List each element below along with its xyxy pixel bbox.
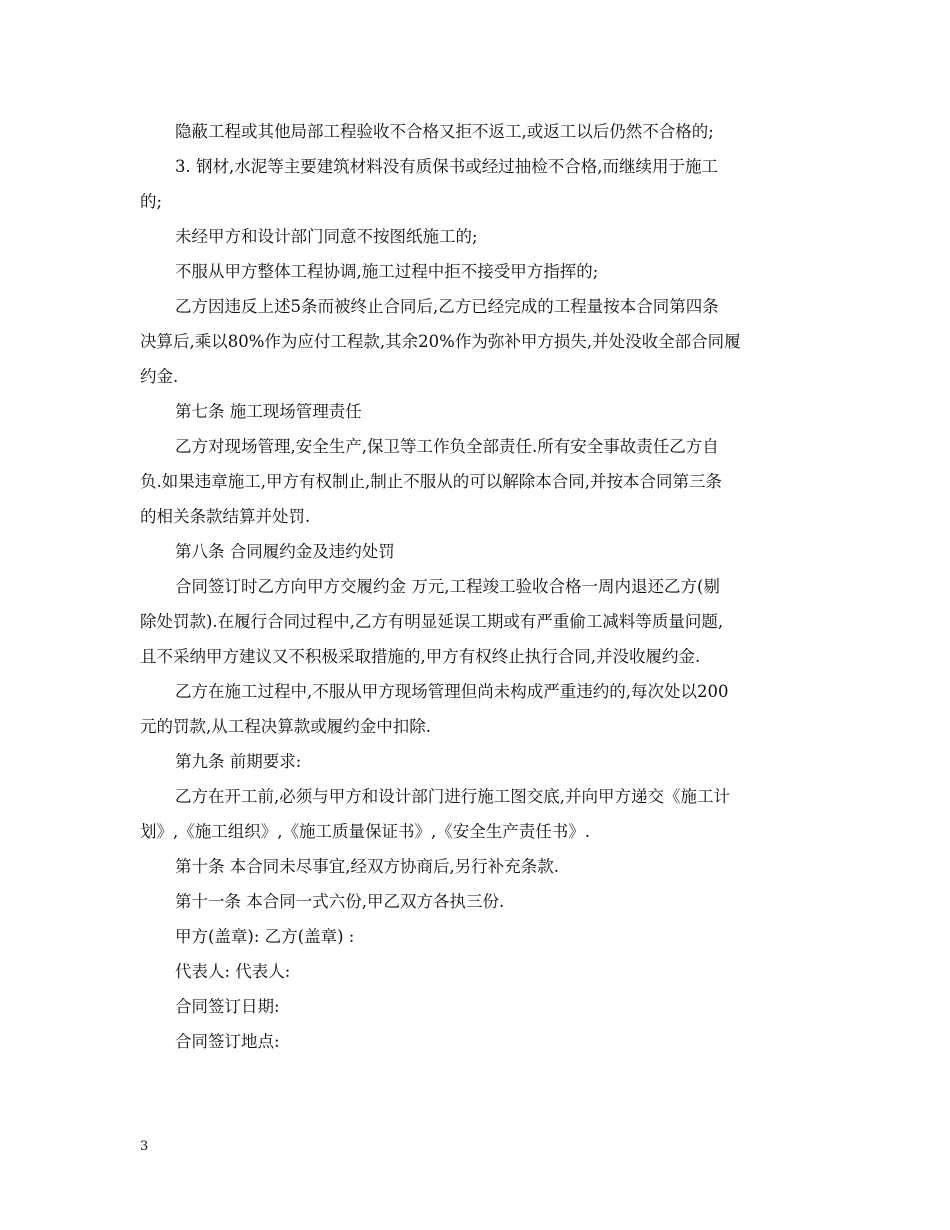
text-line: 的相关条款结算并处罚. <box>140 507 311 526</box>
document-body <box>140 114 816 1059</box>
text-line: 元的罚款,从工程决算款或履约金中扣除. <box>140 717 431 736</box>
signature-line-representative: 代表人: 代表人: <box>175 962 291 981</box>
text-line: 隐蔽工程或其他局部工程验收不合格又拒不返工,或返工以后仍然不合格的; <box>175 122 714 141</box>
page-number: 3 <box>140 1139 149 1154</box>
section-heading: 第九条 前期要求: <box>175 752 302 771</box>
section-heading: 第七条 施工现场管理责任 <box>175 402 362 421</box>
signature-line-seal: 甲方(盖章): 乙方(盖章) : <box>175 927 355 946</box>
section-heading: 第十条 本合同未尽事宜,经双方协商后,另行补充条款. <box>175 857 559 876</box>
text-line: 未经甲方和设计部门同意不按图纸施工的; <box>175 227 478 246</box>
text-line: 且不采纳甲方建议又不积极采取措施的,甲方有权终止执行合同,并没收履约金. <box>140 647 701 666</box>
section-heading: 第八条 合同履约金及违约处罚 <box>175 542 395 561</box>
text-line: 除处罚款).在履行合同过程中,乙方有明显延误工期或有严重偷工减料等质量问题, <box>140 612 724 631</box>
signature-line-place: 合同签订地点: <box>175 1032 280 1051</box>
text-line: 3. 钢材,水泥等主要建筑材料没有质保书或经过抽检不合格,而继续用于施工 <box>175 157 718 176</box>
text-line: 约金. <box>140 367 179 386</box>
text-line: 的; <box>140 192 163 211</box>
text-line: 合同签订时乙方向甲方交履约金 万元,工程竣工验收合格一周内退还乙方(剔 <box>175 577 720 596</box>
section-heading: 第十一条 本合同一式六份,甲乙双方各执三份. <box>175 892 505 911</box>
text-line: 乙方在施工过程中,不服从甲方现场管理但尚未构成严重违约的,每次处以200 <box>175 682 729 701</box>
text-line: 不服从甲方整体工程协调,施工过程中拒不接受甲方指挥的; <box>175 262 599 281</box>
signature-line-date: 合同签订日期: <box>175 997 280 1016</box>
text-line: 乙方因违反上述5条而被终止合同后,乙方已经完成的工程量按本合同第四条 <box>175 297 719 316</box>
text-line: 负.如果违章施工,甲方有权制止,制止不服从的可以解除本合同,并按本合同第三条 <box>140 472 722 491</box>
text-line: 决算后,乘以80%作为应付工程款,其余20%作为弥补甲方损失,并处没收全部合同履 <box>140 332 741 351</box>
text-line: 乙方对现场管理,安全生产,保卫等工作负全部责任.所有安全事故责任乙方自 <box>175 437 719 456</box>
text-line: 划》,《施工组织》,《施工质量保证书》,《安全生产责任书》. <box>140 822 590 841</box>
text-line: 乙方在开工前,必须与甲方和设计部门进行施工图交底,并向甲方递交《施工计 <box>175 787 730 806</box>
